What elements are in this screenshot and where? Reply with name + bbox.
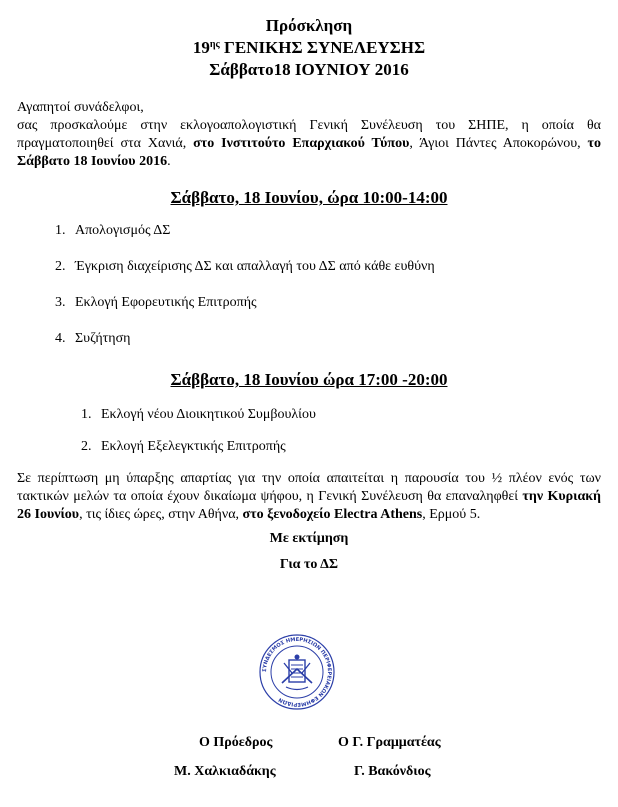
agenda-text: Συζήτηση — [75, 331, 131, 346]
agenda-item — [55, 258, 601, 276]
quorum-date: την Κυριακή 26 Ιουνίου — [17, 489, 601, 522]
intro-paragraph — [17, 117, 601, 171]
intro-text-1: σας προσκαλούμε στην εκλογοαπολογιστική Γενική Συνέλευση του ΣΗΠΕ, η οποία θα πραγματοποιηθεί στα Χανιά, — [17, 118, 601, 151]
agenda-item — [81, 438, 601, 456]
agenda-number: 1. — [55, 223, 66, 238]
agenda-number: 4. — [55, 331, 66, 346]
intro-text-3: . — [167, 154, 171, 169]
secretary-name: Γ. Βακόνδιος — [354, 764, 431, 779]
association-seal-icon — [258, 633, 336, 711]
closing-regards: Με εκτίμηση — [269, 531, 349, 546]
president-name: Μ. Χαλκιαδάκης — [174, 764, 276, 779]
quorum-text-1: Σε περίπτωση μη ύπαρξης απαρτίας για την οποία απαιτείται η παρουσία του ½ πλέον ενός των τακτικών μελών τα οποία έχουν δικαίωμα ψήφου, η Γενική Συνέλευση θα επαναληφθεί — [17, 471, 601, 504]
session1-agenda — [55, 222, 601, 348]
closing-board: Για το ΔΣ — [279, 557, 339, 572]
secretary-title: Ο Γ. Γραμματέας — [338, 735, 441, 750]
greeting: Αγαπητοί συνάδελφοι, — [17, 100, 144, 115]
agenda-text: Εκλογή Εξελεγκτικής Επιτροπής — [101, 439, 286, 454]
seal-text: ΣΥΝΔΕΣΜΟΣ ΗΜΕΡΗΣΙΩΝ ΠΕΡΙΦΕΡΕΙΑΚΩΝ ΕΦΗΜΕΡΙΔΩΝ — [261, 636, 333, 708]
session2-heading: Σάββατο, 18 Ιουνίου ώρα 17:00 -20:00 — [170, 370, 448, 389]
assembly-date: Σάββατο18 ΙΟΥΝΙΟΥ 2016 — [209, 60, 409, 79]
assembly-ordinal-suffix: ης — [209, 39, 220, 50]
session1-heading: Σάββατο, 18 Ιουνίου, ώρα 10:00-14:00 — [170, 188, 448, 207]
agenda-number: 1. — [81, 407, 92, 422]
agenda-item — [55, 330, 601, 348]
intro-text-2: , Άγιοι Πάντες Αποκορώνου, — [409, 136, 588, 151]
agenda-number: 3. — [55, 295, 66, 310]
agenda-text: Εκλογή νέου Διοικητικού Συμβουλίου — [101, 407, 316, 422]
assembly-number: 19 — [192, 38, 210, 57]
intro-date: το Σάββατο 18 Ιουνίου 2016 — [17, 136, 601, 169]
assembly-title — [17, 37, 601, 59]
agenda-item — [55, 222, 601, 240]
agenda-text: Έγκριση διαχείρισης ΔΣ και απαλλαγή του ΔΣ από κάθε ευθύνη — [75, 259, 435, 274]
invitation-document — [17, 0, 601, 574]
intro-venue: στο Ινστιτούτο Επαρχιακού Τύπου — [193, 136, 410, 151]
quorum-text-3: , Ερμού 5. — [422, 507, 481, 522]
agenda-number: 2. — [55, 259, 66, 274]
session2-agenda — [81, 406, 601, 456]
agenda-text: Εκλογή Εφορευτικής Επιτροπής — [75, 295, 257, 310]
quorum-venue: στο ξενοδοχείο Electra Athens — [242, 507, 423, 522]
quorum-text-2: , τις ίδιες ώρες, στην Αθήνα, — [79, 507, 243, 522]
agenda-item — [55, 294, 601, 312]
assembly-name: ΓΕΝΙΚΗΣ ΣΥΝΕΛΕΥΣΗΣ — [219, 38, 426, 57]
agenda-number: 2. — [81, 439, 92, 454]
quorum-paragraph — [17, 470, 601, 524]
svg-text:ΣΥΝΔΕΣΜΟΣ ΗΜΕΡΗΣΙΩΝ ΠΕΡΙΦΕΡΕΙΑ — [262, 637, 332, 707]
agenda-text: Απολογισμός ΔΣ — [75, 223, 171, 238]
document-title: Πρόσκληση — [265, 16, 353, 35]
agenda-item — [81, 406, 601, 424]
president-title: Ο Πρόεδρος — [199, 735, 273, 750]
